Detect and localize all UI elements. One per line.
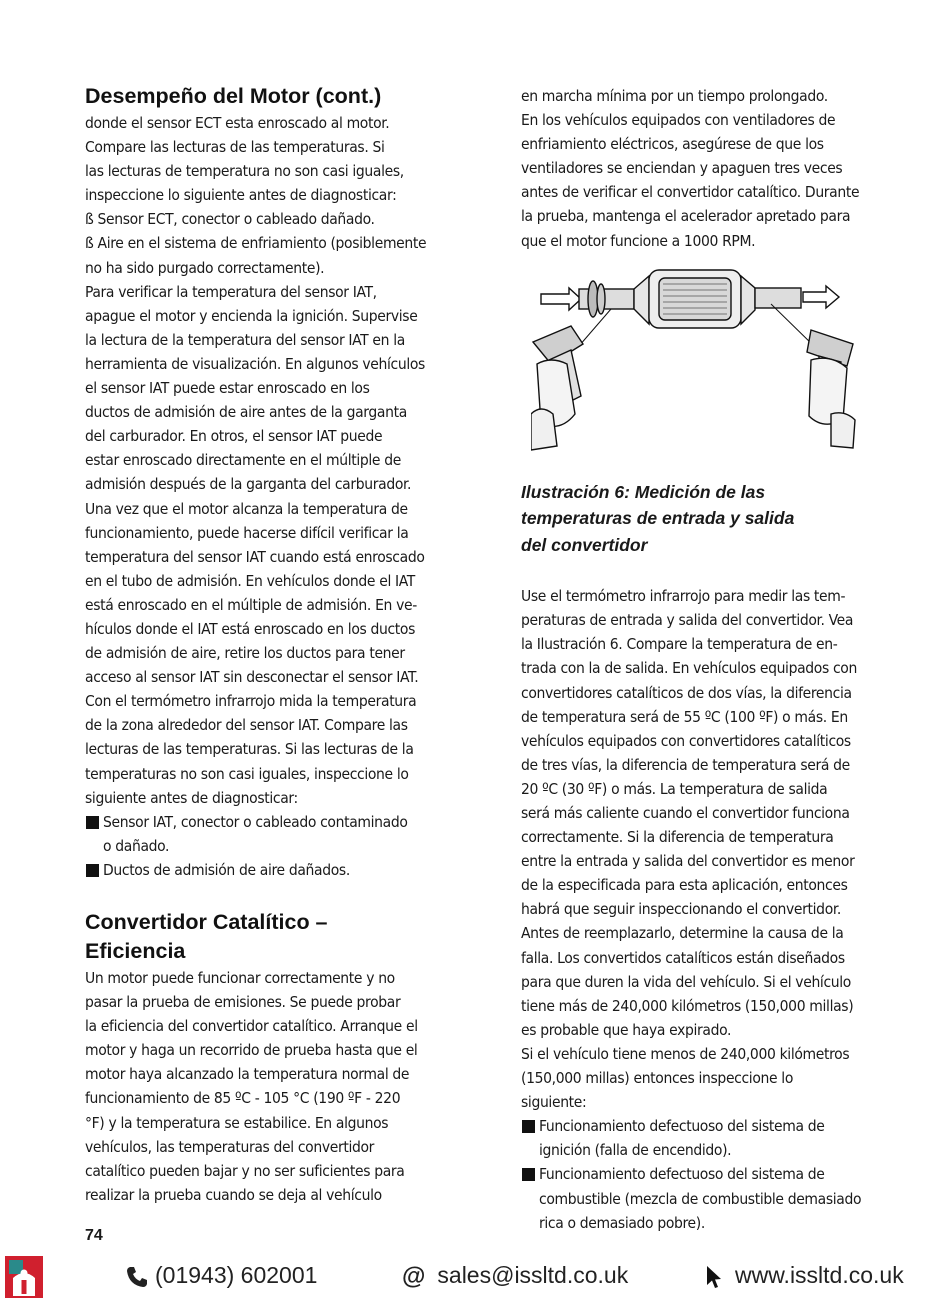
- text-line: Ilustración 6: Medición de las: [521, 481, 766, 502]
- text-line: es probable que haya expirado.: [521, 1020, 732, 1039]
- text-line: correctamente. Si la diferencia de temperatura: [521, 828, 834, 847]
- text-line: Una vez que el motor alcanza la temperatura de: [85, 499, 408, 518]
- text-line: del carburador. En otros, el sensor IAT puede: [85, 427, 383, 446]
- phone-number: (01943) 602001: [155, 1262, 318, 1288]
- catalytic-test-text: [521, 84, 871, 253]
- page-number: 74: [85, 1227, 103, 1244]
- text-line: no ha sido purgado correctamente).: [85, 258, 325, 277]
- bullet-item: [85, 858, 435, 882]
- text-line: está enroscado en el múltiple de admisión. En ve-: [85, 595, 417, 614]
- text-line: Si el vehículo tiene menos de 240,000 kilómetros: [521, 1044, 850, 1063]
- text-line: motor haya alcanzado la temperatura normal de: [85, 1065, 410, 1084]
- text-line: (150,000 millas) entonces inspeccione lo: [521, 1069, 794, 1088]
- text-line: vehículos, las temperaturas del convertidor: [85, 1137, 375, 1156]
- converter-checklist: [521, 1114, 871, 1234]
- footer-phone[interactable]: [125, 1262, 317, 1289]
- text-line: siguiente:: [521, 1093, 587, 1112]
- text-line: será más caliente cuando el convertidor funciona: [521, 804, 850, 822]
- text-line: Un motor puede funcionar correctamente y no: [85, 969, 395, 987]
- text-line: herramienta de visualización. En algunos vehículos: [85, 354, 425, 373]
- text-line: entre la entrada y salida del convertidor es menor: [521, 852, 855, 871]
- figure-caption: [521, 479, 871, 559]
- text-line: la eficiencia del convertidor catalítico. Arranque el: [85, 1017, 418, 1036]
- text-line: En los vehículos equipados con ventiladores de: [521, 111, 836, 130]
- email-address: sales@issltd.co.uk: [437, 1262, 629, 1288]
- bullet-text: Sensor IAT, conector o cableado contaminado: [103, 812, 408, 831]
- text-line: de la zona alrededor del sensor IAT. Compare las: [85, 716, 408, 735]
- catalytic-converter-illustration: [531, 264, 861, 454]
- text-line: donde el sensor ECT esta enroscado al motor.: [85, 114, 390, 132]
- text-line: peraturas de entrada y salida del convertidor. Vea: [521, 611, 854, 630]
- text-line: Antes de reemplazarlo, determine la causa de la: [521, 924, 844, 943]
- text-line: hículos donde el IAT está enroscado en los ductos: [85, 619, 416, 638]
- text-line: para que duren la vida del vehículo. Si el vehículo: [521, 972, 851, 991]
- website-url: www.issltd.co.uk: [735, 1262, 904, 1288]
- text-line: de la especificada para esta aplicación, entonces: [521, 876, 848, 895]
- text-line: apague el motor y encienda la ignición. Supervise: [85, 306, 418, 325]
- text-line: ductos de admisión de aire antes de la garganta: [85, 403, 407, 422]
- text-line: inspeccione lo siguiente antes de diagnosticar:: [85, 186, 397, 205]
- bullet-text: Ductos de admisión de aire dañados.: [103, 860, 350, 879]
- text-line: en marcha mínima por un tiempo prolongado.: [521, 87, 828, 105]
- bullet-text: Funcionamiento defectuoso del sistema de: [539, 1165, 825, 1184]
- phone-icon: [125, 1265, 149, 1289]
- text-line: que el motor funcione a 1000 RPM.: [521, 231, 756, 250]
- text-line: admisión después de la garganta del carburador.: [85, 475, 412, 494]
- text-line: acceso al sensor IAT sin desconectar el sensor IAT.: [85, 668, 419, 687]
- bullet-item: [521, 1114, 871, 1162]
- text-line: funcionamiento de 85 ºC - 105 °C (190 ºF - 220: [85, 1089, 401, 1108]
- text-line: Compare las lecturas de las temperaturas. Si: [85, 138, 385, 157]
- text-line: temperaturas no son casi iguales, inspeccione lo: [85, 764, 409, 783]
- bullet-item: [85, 810, 435, 858]
- text-line: siguiente antes de diagnosticar:: [85, 788, 298, 807]
- text-line: catalítico pueden bajar y no ser suficientes para: [85, 1161, 405, 1180]
- right-column: [521, 84, 871, 1235]
- text-line: trada con la de salida. En vehículos equipados con: [521, 659, 857, 678]
- text-line: Para verificar la temperatura del sensor IAT,: [85, 282, 377, 301]
- text-line: de temperatura será de 55 ºC (100 ºF) o más. En: [521, 707, 848, 726]
- section-heading-catalytic-converter: Convertidor Catalítico – Eficiencia: [85, 910, 328, 963]
- text-line: Con el termómetro infrarrojo mida la temperatura: [85, 692, 417, 711]
- text-line: en el tubo de admisión. En vehículos donde el IAT: [85, 571, 415, 590]
- at-sign-icon: @: [402, 1262, 426, 1290]
- text-line: la Ilustración 6. Compare la temperatura de en-: [521, 635, 838, 654]
- text-line: Use el termómetro infrarrojo para medir las tem-: [521, 587, 846, 606]
- text-line: enfriamiento eléctricos, asegúrese de que los: [521, 135, 824, 154]
- text-line: falla. Los convertidos catalíticos están diseñados: [521, 948, 845, 967]
- bullet-text: rica o demasiado pobre).: [539, 1213, 705, 1232]
- text-line: lecturas de las temperaturas. Si las lecturas de la: [85, 740, 414, 759]
- text-line: estar enroscado directamente en el múltiple de: [85, 451, 401, 470]
- text-line: la lectura de la temperatura del sensor IAT en la: [85, 330, 405, 349]
- text-line: vehículos equipados con convertidores catalíticos: [521, 731, 851, 750]
- text-line: de tres vías, la diferencia de temperatura será de: [521, 755, 850, 774]
- bullet-text: o dañado.: [103, 836, 170, 855]
- cursor-icon: [705, 1265, 723, 1289]
- left-column: [85, 82, 435, 1207]
- bullet-text: combustible (mezcla de combustible demasiado: [539, 1189, 862, 1208]
- text-line: motor y haga un recorrido de prueba hasta que el: [85, 1041, 418, 1060]
- text-line: la prueba, mantenga el acelerador apretado para: [521, 207, 851, 226]
- text-line: temperatura del sensor IAT cuando está enroscado: [85, 547, 425, 566]
- bullet-item: [521, 1162, 871, 1234]
- iat-checklist: [85, 810, 435, 882]
- text-line: 20 ºC (30 ºF) o más. La temperatura de salida: [521, 779, 828, 798]
- text-line: pasar la prueba de emisiones. Se puede probar: [85, 993, 401, 1012]
- iss-logo-icon: [5, 1256, 43, 1298]
- text-line: del convertidor: [521, 534, 648, 555]
- text-line: habrá que seguir inspeccionando el convertidor.: [521, 900, 841, 919]
- footer: [0, 1254, 950, 1301]
- text-line: °F) y la temperatura se estabilice. En algunos: [85, 1113, 389, 1132]
- footer-website[interactable]: [705, 1262, 904, 1289]
- text-line: ventiladores se enciendan y apaguen tres veces: [521, 159, 843, 178]
- text-line: el sensor IAT puede estar enroscado en los: [85, 379, 370, 398]
- section-heading-engine-performance: Desempeño del Motor (cont.): [85, 84, 382, 108]
- text-line: temperaturas de entrada y salida: [521, 508, 795, 529]
- text-line: funcionamiento, puede hacerse difícil verificar la: [85, 523, 409, 542]
- footer-email[interactable]: [402, 1262, 628, 1291]
- text-line: de admisión de aire, retire los ductos para tener: [85, 644, 405, 663]
- text-line: realizar la prueba cuando se deja al vehículo: [85, 1185, 382, 1204]
- text-line: convertidores catalíticos de dos vías, la diferencia: [521, 683, 852, 702]
- text-line: tiene más de 240,000 kilómetros (150,000 millas): [521, 996, 854, 1015]
- text-line: antes de verificar el convertidor catalítico. Durante: [521, 183, 860, 202]
- bullet-text: Funcionamiento defectuoso del sistema de: [539, 1117, 825, 1136]
- catalytic-efficiency-text: [85, 966, 435, 1207]
- text-line: ß Aire en el sistema de enfriamiento (posiblemente: [85, 234, 427, 253]
- temperature-measurement-text: [521, 584, 871, 1114]
- engine-performance-text: [85, 111, 435, 810]
- text-line: las lecturas de temperatura no son casi iguales,: [85, 162, 404, 181]
- text-line: ß Sensor ECT, conector o cableado dañado.: [85, 210, 375, 229]
- bullet-text: ignición (falla de encendido).: [539, 1141, 732, 1160]
